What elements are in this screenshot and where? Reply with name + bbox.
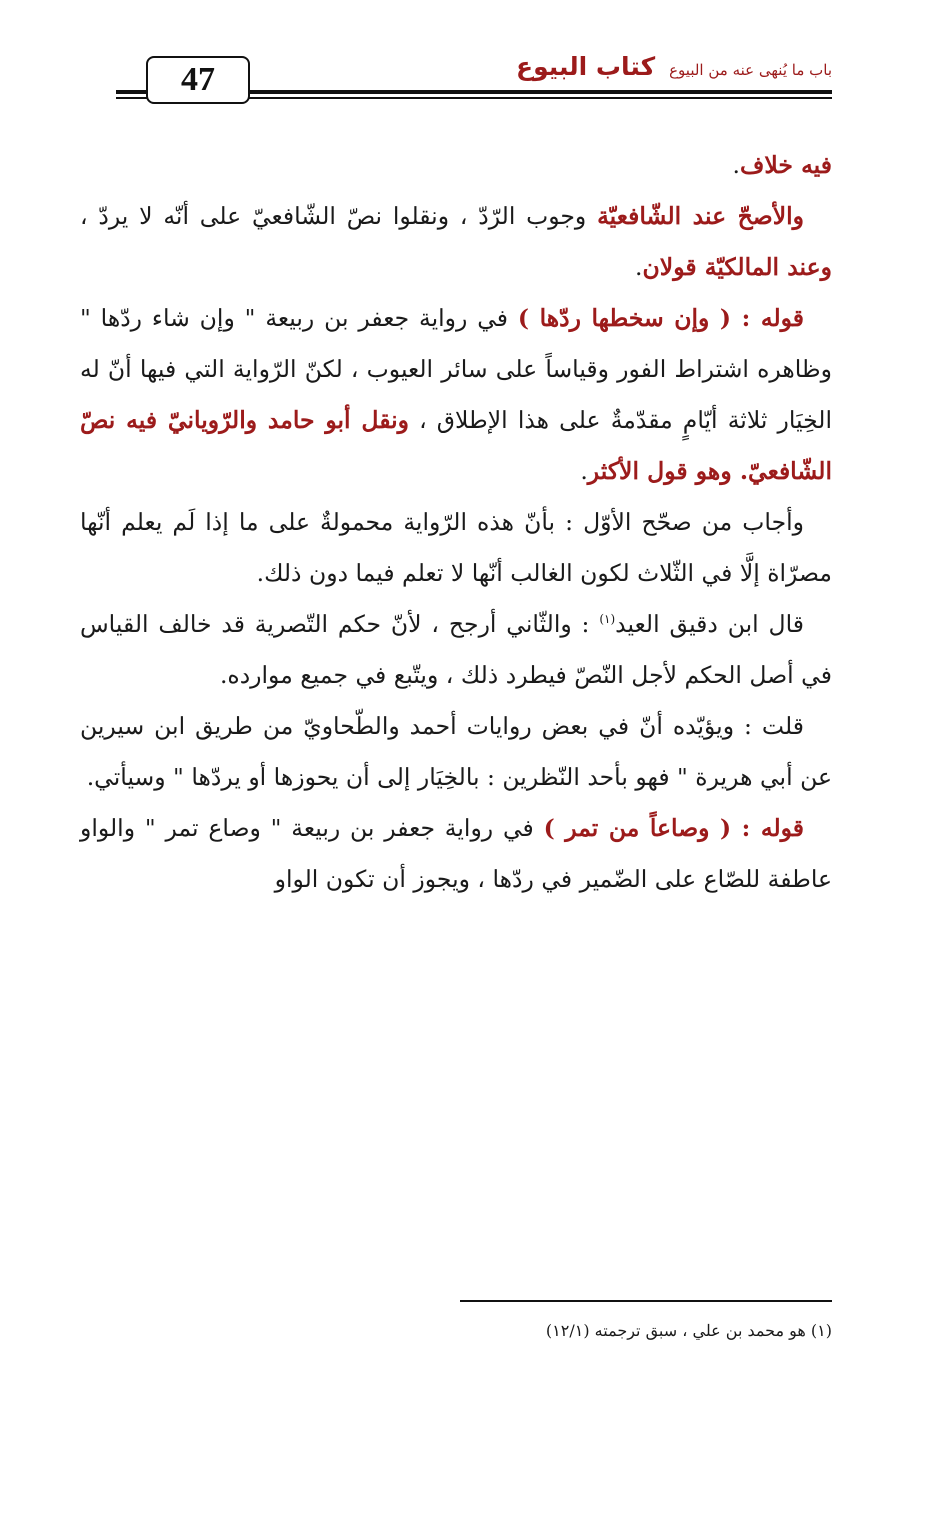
text-segment: . [732, 151, 740, 179]
highlighted-text: قوله : ( وصاعاً من تمر ) [543, 814, 804, 842]
text-segment: في رواية جعفر بن ربيعة " وصاع تمر " والواو عاطفة للصّاع على الضّمير في ردّها ، ويجوز أن تكون الواو [80, 814, 832, 893]
header-titles [516, 52, 832, 88]
paragraph [80, 701, 832, 803]
chapter-title: باب ما يُنهى عنه من البيوع [669, 61, 832, 79]
main-text [80, 140, 832, 905]
highlighted-text: فيه خلاف [739, 151, 832, 179]
text-segment: قلت : ويؤيّده أنّ في بعض روايات أحمد والطّحاويّ من طريق ابن سيرين عن أبي هريرة " فهو بأحد النّظرين : بالخِيَار إلى أن يحوزها أو يردّها " وسيأتي. [80, 712, 832, 791]
text-segment: قال ابن دقيق العيد [615, 610, 804, 638]
highlighted-text: والأصحّ عند الشّافعيّة [597, 202, 804, 230]
paragraph [80, 293, 832, 497]
text-segment: في رواية جعفر بن ربيعة " وإن شاء ردّها " وظاهره اشتراط الفور وقياساً على سائر العيوب ، لكنّ الرّواية التي فيها أنّ له الخِيَار ثلاثة أيّامٍ مقدّمةٌ على هذا الإطلاق ، [80, 304, 832, 434]
paragraph [80, 803, 832, 905]
paragraph [80, 191, 832, 293]
paragraph [80, 497, 832, 599]
text-segment: . [635, 253, 643, 281]
page-number: 47 [146, 56, 250, 104]
footnote: (١) هو محمد بن علي ، سبق ترجمته (١٢/١) [545, 1321, 832, 1340]
page-header [116, 52, 832, 102]
book-title: كتاب البيوع [516, 52, 656, 81]
highlighted-text: قوله : ( وإن سخطها ردّها ) [517, 304, 804, 332]
paragraph [80, 140, 832, 191]
text-segment: وجوب الرّدّ ، ونقلوا نصّ الشّافعيّ على أنّه لا يردّ ، [80, 202, 598, 230]
text-segment: وأجاب من صحّح الأوّل : بأنّ هذه الرّواية محمولةٌ على ما إذا لَم يعلم أنّها مصرّاة إلَّا في الثّلاث لكون الغالب أنّها لا تعلم فيما دون ذلك. [80, 508, 832, 587]
text-segment: : والثّاني أرجح ، لأنّ حكم التّصرية قد خالف القياس في أصل الحكم لأجل النّصّ فيطرد ذلك ، ويتّبع في جميع موارده. [80, 610, 832, 689]
highlighted-text: وعند المالكيّة قولان [642, 253, 832, 281]
highlighted-text: ونقل أبو حامد والرّويانيّ فيه نصّ الشّافعيّ. وهو قول الأكثر [80, 406, 832, 485]
footnote-marker: (١) [599, 612, 616, 627]
paragraph [80, 599, 832, 701]
text-segment: . [580, 457, 588, 485]
footnote-rule [460, 1300, 832, 1302]
